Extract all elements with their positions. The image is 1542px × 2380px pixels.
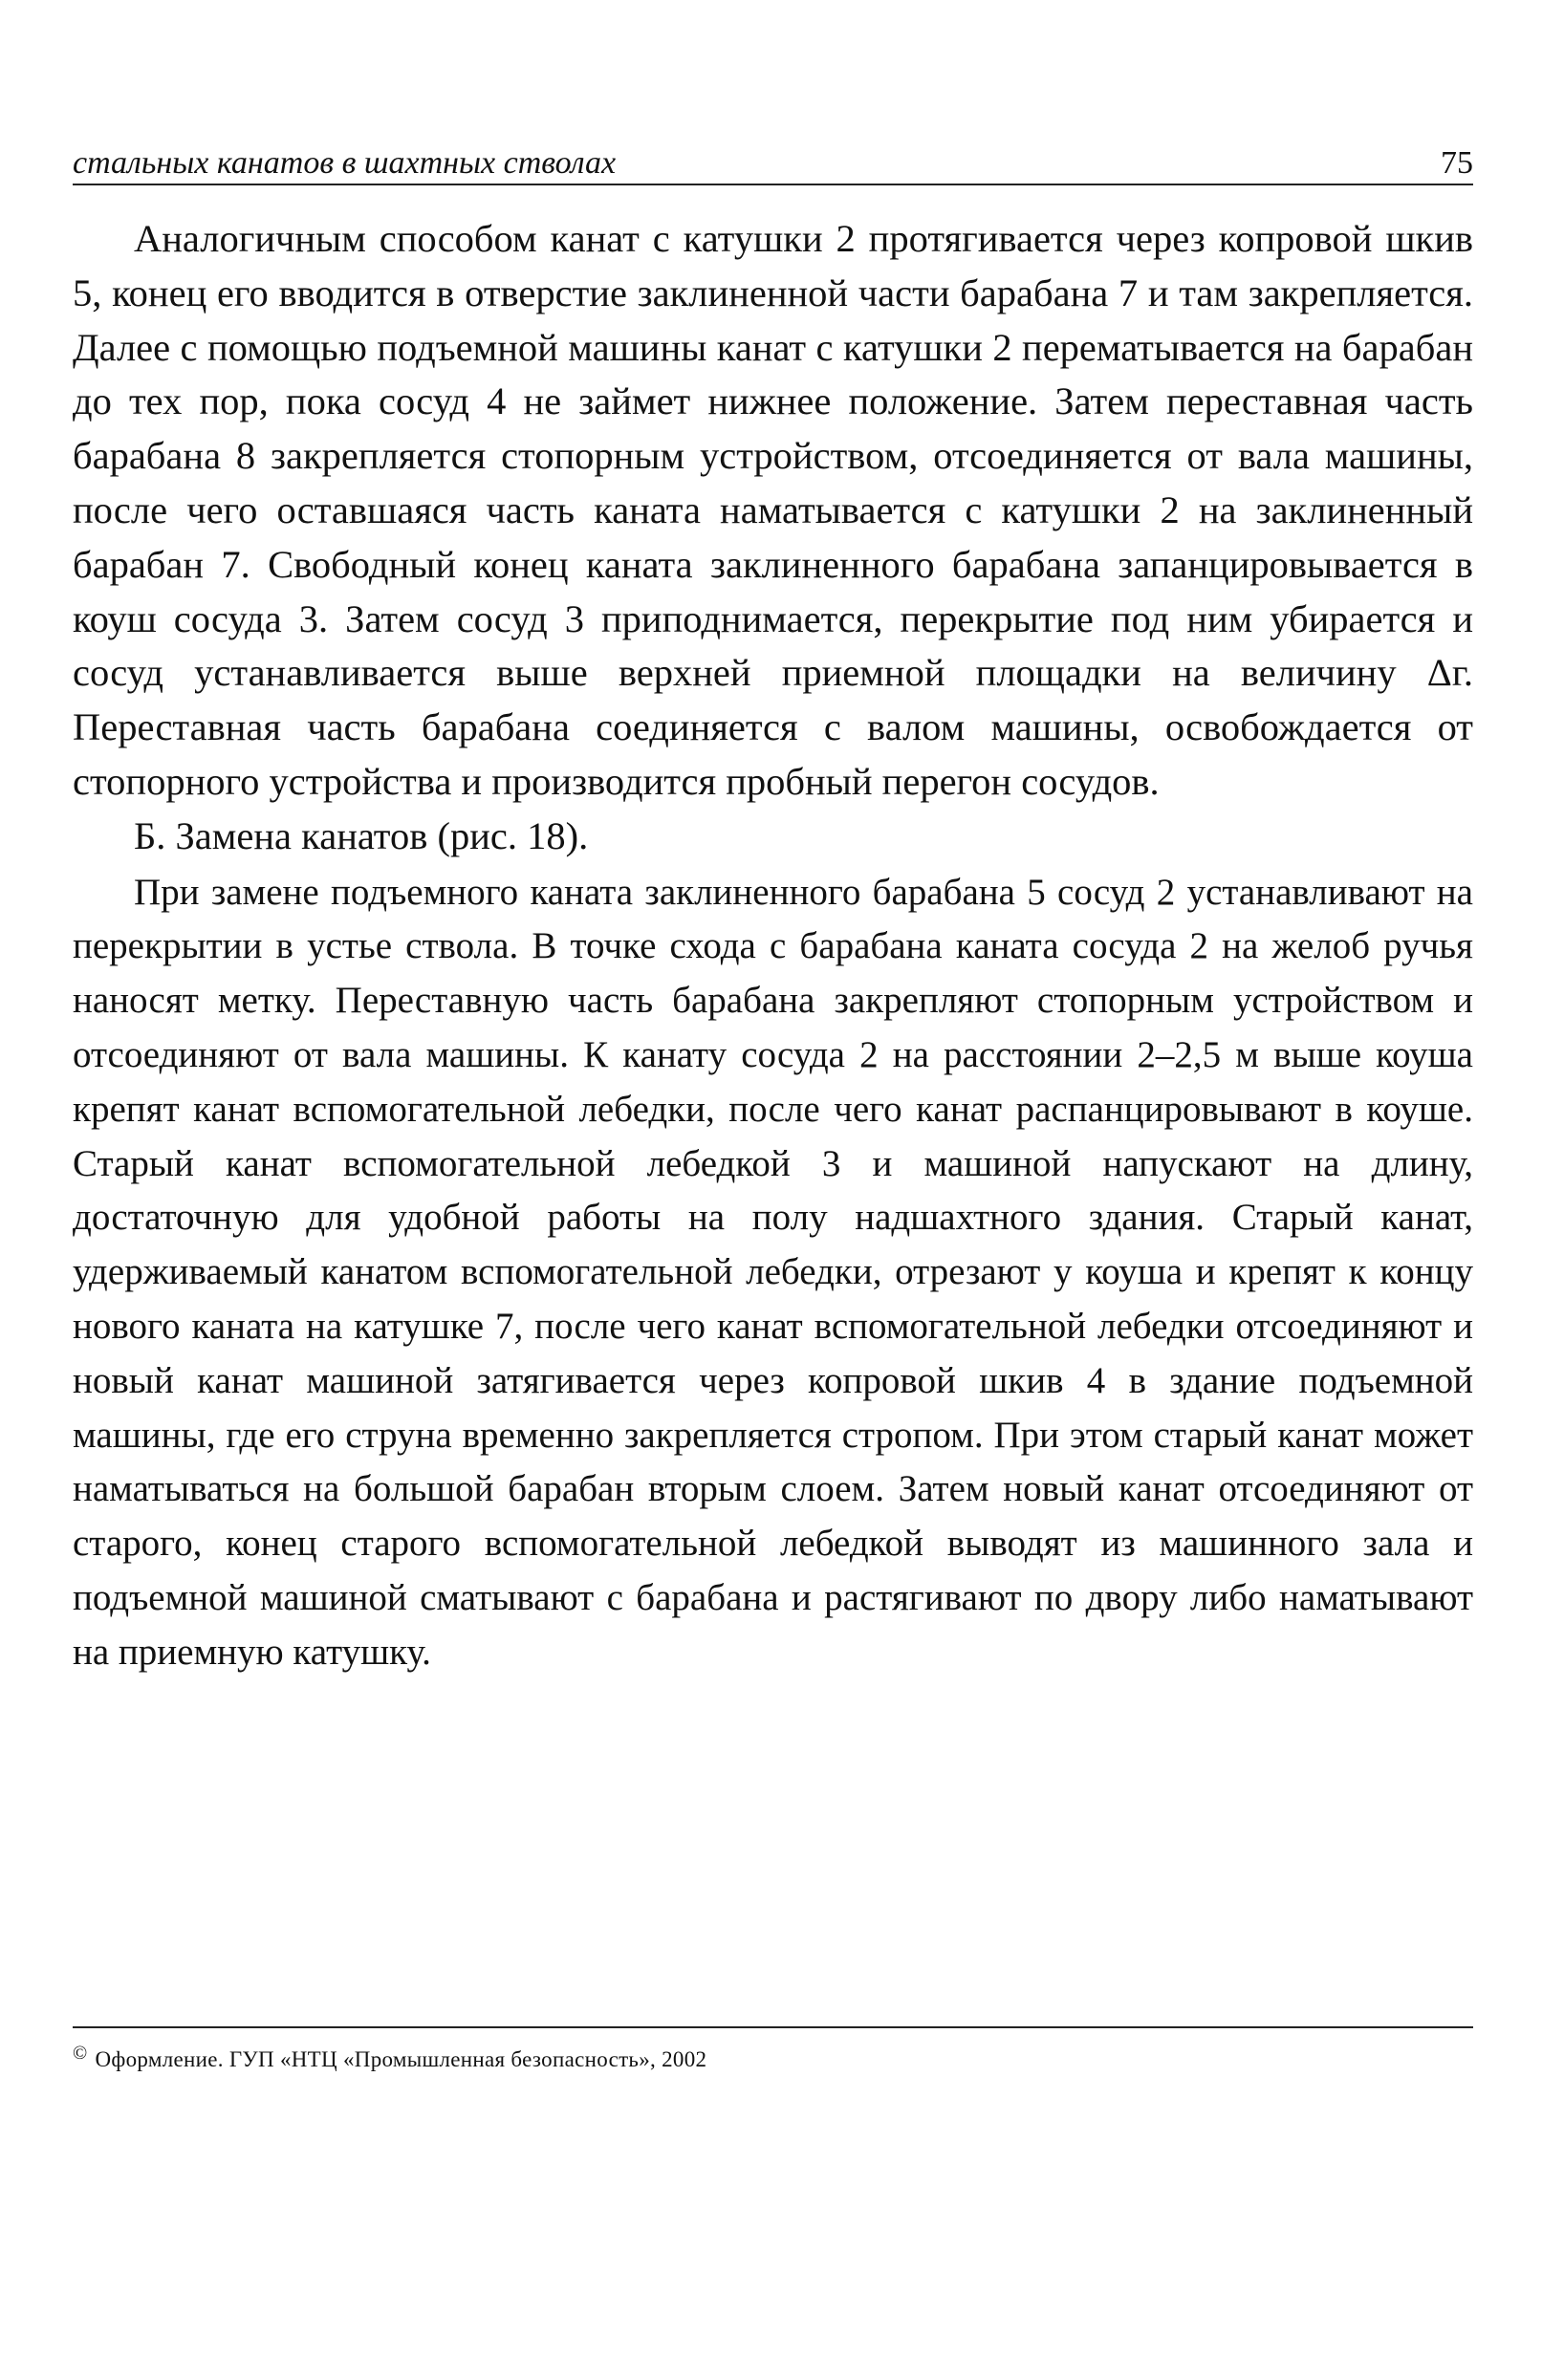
section-heading-rope-replacement: Б. Замена канатов (рис. 18).: [134, 813, 589, 857]
paragraph-rope-replacement: При замене подъемного каната заклиненного барабана 5 сосуд 2 устанавливают на перекрытии в устье ствола. В точке схода с барабана каната сосуда 2 на желоб ручья наносят метку. Переставную часть барабана закрепляют стопорным устройством и отсоединяют от вала машины. К канату сосуда 2 на расстоянии 2–2,5 м выше коуша крепят канат вспомогательной лебедки, после чего канат распанцировывают в коуше. Старый канат вспомогательной лебедкой 3 и машиной напускают на длину, достаточную для удобной работы на полу надшахтного здания. Старый канат, удерживаемый канатом вспомогательной лебедки, отрезают у коуша и крепят к концу нового каната на катушке 7, после чего канат вспомогательной лебедки отсоединяют и новый канат машиной затягивается через копровой шкив 4 в здание подъемной машины, где его струна временно закрепляется стропом. При этом старый канат может наматываться на большой барабан вторым слоем. Затем новый канат отсоединяют от старого, конец старого вспомогательной лебедкой выводят из машинного зала и подъемной машиной сматывают с барабана и растягивают по двору либо наматывают на приемную катушку.: [73, 871, 1473, 1673]
body-text: [73, 212, 1473, 1680]
paragraph-loading-procedure: Аналогичным способом канат с катушки 2 протягивается через копровой шкив 5, конец его вводится в отверстие заклиненной части барабана 7 и там закрепляется. Далее с помощью подъемной машины канат с катушки 2 перематывается на барабан до тех пор, пока сосуд 4 не займет нижнее положение. Затем переставная часть барабана 8 закрепляется стопорным устройством, отсоединяется от вала машины, после чего оставшаяся часть каната наматывается с катушки 2 на заклиненный барабан 7. Свободный конец каната заклиненного барабана запанцировывается в коуш сосуда 3. Затем сосуд 3 приподнимается, перекрытие под ним убирается и сосуд устанавливается выше верхней приемной площадки на величину Δг. Переставная часть барабана соединяется с валом машины, освобождается от стопорного устройства и производится пробный перегон сосудов.: [73, 217, 1473, 803]
copyright-symbol: ©: [73, 2043, 88, 2064]
copyright-footnote: [73, 2042, 706, 2073]
footnote-divider: [73, 2026, 1473, 2028]
page-number: 75: [1441, 145, 1473, 181]
page-header: [73, 134, 1473, 185]
running-title: стальных канатов в шахтных стволах: [73, 145, 617, 181]
copyright-text: Оформление. ГУП «НТЦ «Промышленная безопасность», 2002: [95, 2047, 707, 2071]
